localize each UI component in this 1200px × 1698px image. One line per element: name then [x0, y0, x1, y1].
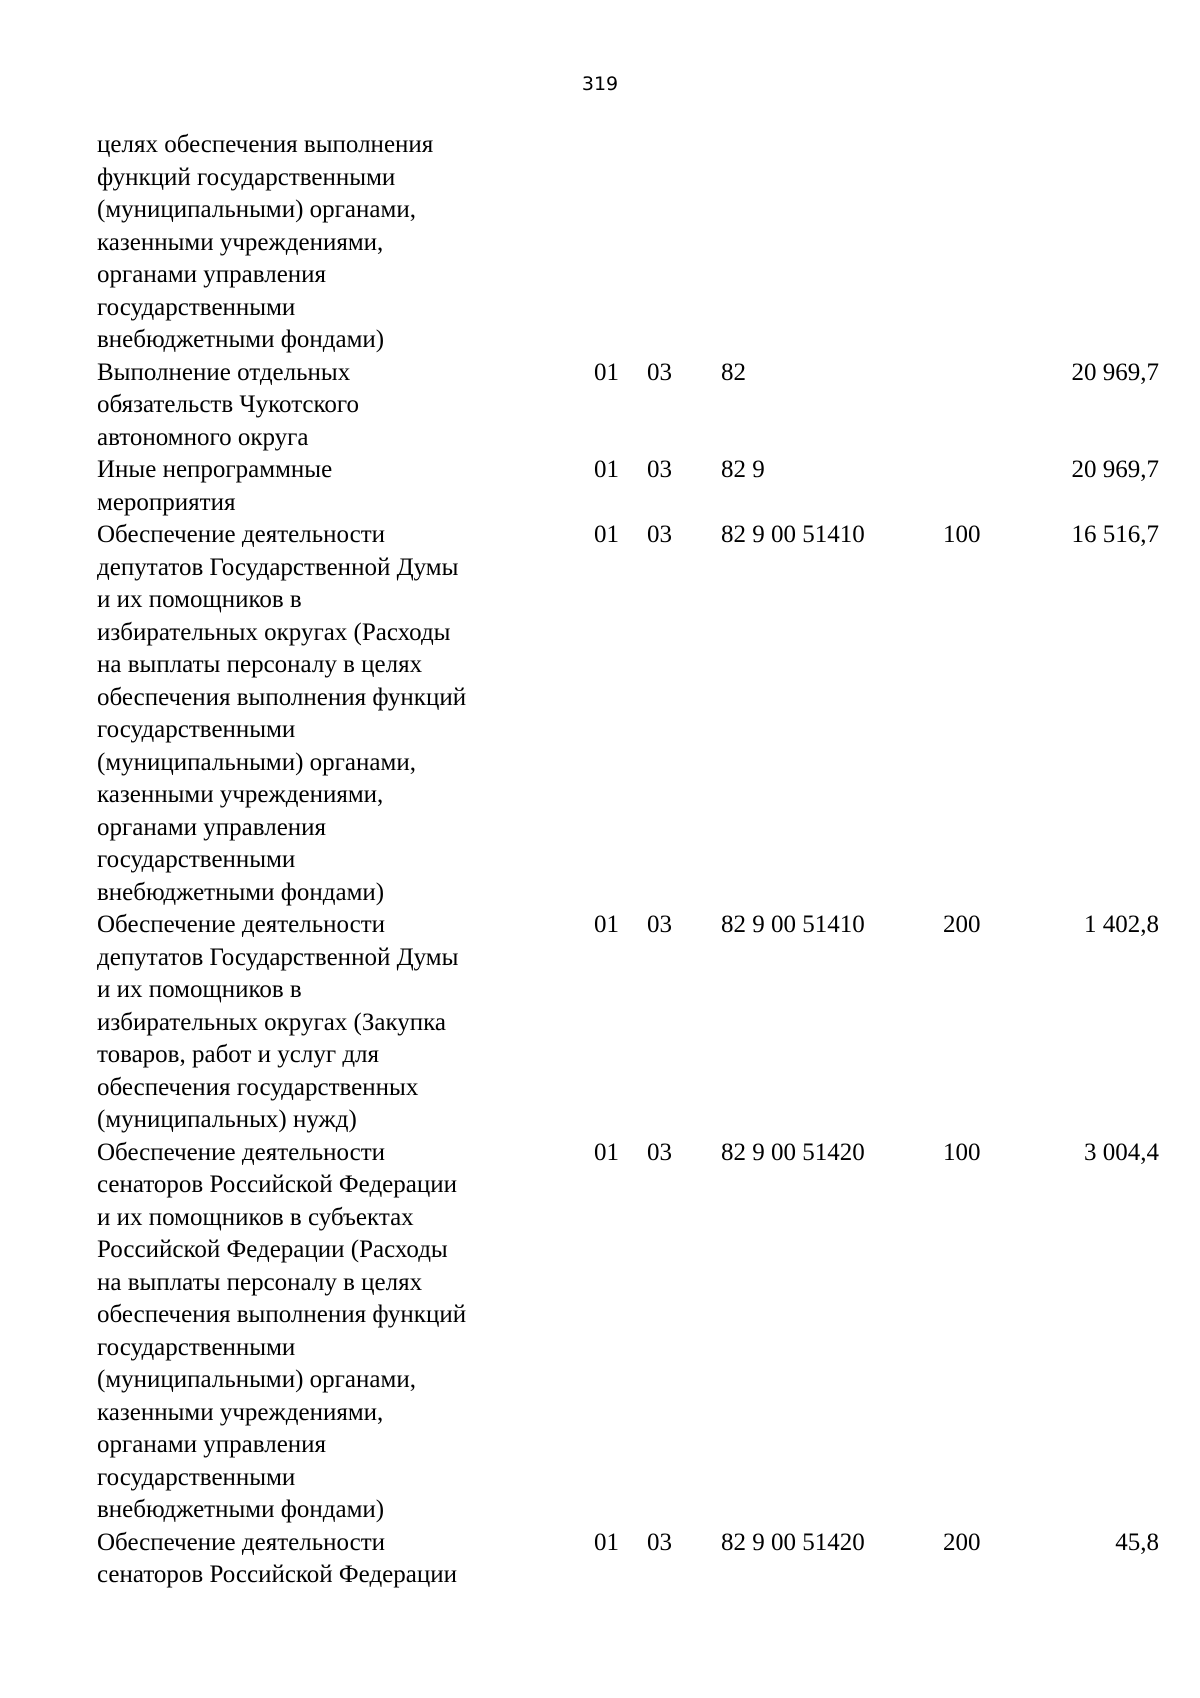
row-razdel: 01 [594, 1138, 619, 1166]
row-podrazdel [647, 129, 687, 357]
row-razdel: 01 [594, 456, 619, 483]
spacer [538, 454, 594, 519]
table-row [97, 1137, 1159, 1527]
spacer [634, 519, 647, 909]
table-row [97, 1527, 1159, 1592]
row-podrazdel: 03 [647, 358, 672, 386]
row-target-article: 82 9 00 51420 [721, 1138, 865, 1166]
row-podrazdel: 03 [647, 456, 672, 483]
row-razdel: 01 [594, 1528, 619, 1556]
row-razdel: 01 [594, 521, 619, 548]
row-razdel: 01 [594, 358, 619, 386]
spacer [687, 129, 721, 357]
table-row [97, 909, 1159, 1137]
spacer [634, 909, 647, 1137]
spacer [634, 129, 647, 357]
row-podrazdel: 03 [647, 521, 672, 548]
spacer [634, 454, 647, 519]
row-target-article: 82 9 [721, 456, 765, 483]
row-name: Обеспечение деятельности депутатов Государственной Думы и их помощников в избирательных округах (Расходы на выплаты персоналу в целях обеспечения выполнения функций государственными (муниципальными) органами, казенными учреждениями, органами управления государственными внебюджетными фондами) [97, 521, 467, 906]
row-name: Обеспечение деятельности депутатов Государственной Думы и их помощников в избирательных округах (Закупка товаров, работ и услуг для обеспечения государственных (муниципальных) нужд) [97, 911, 459, 1133]
row-sum: 20 969,7 [1071, 456, 1159, 483]
spacer [538, 519, 594, 909]
row-razdel [594, 129, 634, 357]
spacer [538, 909, 594, 1137]
spacer [634, 357, 647, 455]
row-target-article: 82 9 00 51410 [721, 911, 865, 938]
table-row [97, 519, 1159, 909]
row-podrazdel: 03 [647, 1138, 672, 1166]
spacer [538, 1137, 594, 1527]
row-expense-type: 200 [943, 911, 981, 938]
table-row [97, 454, 1159, 519]
spacer [634, 1137, 647, 1527]
row-name: Обеспечение деятельности сенаторов Российской Федерации и их помощников в субъектах Российской Федерации (Расходы на выплаты персоналу в целях обеспечения выполнения функций государственными (муниципальными) органами, казенными учреждениями, органами управления государственными внебюджетными фондами) [97, 1138, 467, 1523]
spacer [538, 129, 594, 357]
spacer [687, 1527, 721, 1592]
row-expense-type: 100 [943, 1138, 981, 1166]
spacer [538, 1527, 594, 1592]
row-name: Иные непрограммные мероприятия [97, 456, 333, 516]
row-podrazdel: 03 [647, 911, 672, 938]
row-expense-type: 100 [943, 521, 981, 548]
row-name: Обеспечение деятельности сенаторов Российской Федерации [97, 1528, 457, 1588]
budget-table [97, 129, 1159, 1592]
row-podrazdel: 03 [647, 1528, 672, 1556]
row-expense-type: 200 [943, 1528, 981, 1556]
spacer [634, 1527, 647, 1592]
row-target-article [721, 129, 943, 357]
row-name: Выполнение отдельных обязательств Чукотского автономного округа [97, 358, 360, 451]
page-number: 319 [581, 73, 619, 95]
spacer [687, 1137, 721, 1527]
spacer [687, 519, 721, 909]
row-target-article: 82 9 00 51410 [721, 521, 865, 548]
spacer [687, 357, 721, 455]
row-name: целях обеспечения выполнения функций государственными (муниципальными) органами, казенными учреждениями, органами управления государственными внебюджетными фондами) [97, 131, 434, 353]
row-razdel: 01 [594, 911, 619, 938]
spacer [687, 454, 721, 519]
row-sum: 3 004,4 [1084, 1138, 1159, 1166]
row-sum: 20 969,7 [1071, 358, 1159, 386]
row-expense-type [943, 454, 1003, 519]
row-sum [1003, 129, 1159, 357]
row-sum: 45,8 [1115, 1528, 1159, 1556]
row-sum: 16 516,7 [1071, 521, 1159, 548]
row-target-article: 82 [721, 358, 746, 386]
row-target-article: 82 9 00 51420 [721, 1528, 865, 1556]
table-row [97, 129, 1159, 357]
table-row [97, 357, 1159, 455]
row-expense-type [943, 357, 1003, 455]
spacer [687, 909, 721, 1137]
row-expense-type [943, 129, 1003, 357]
row-sum: 1 402,8 [1084, 911, 1159, 938]
spacer [538, 357, 594, 455]
